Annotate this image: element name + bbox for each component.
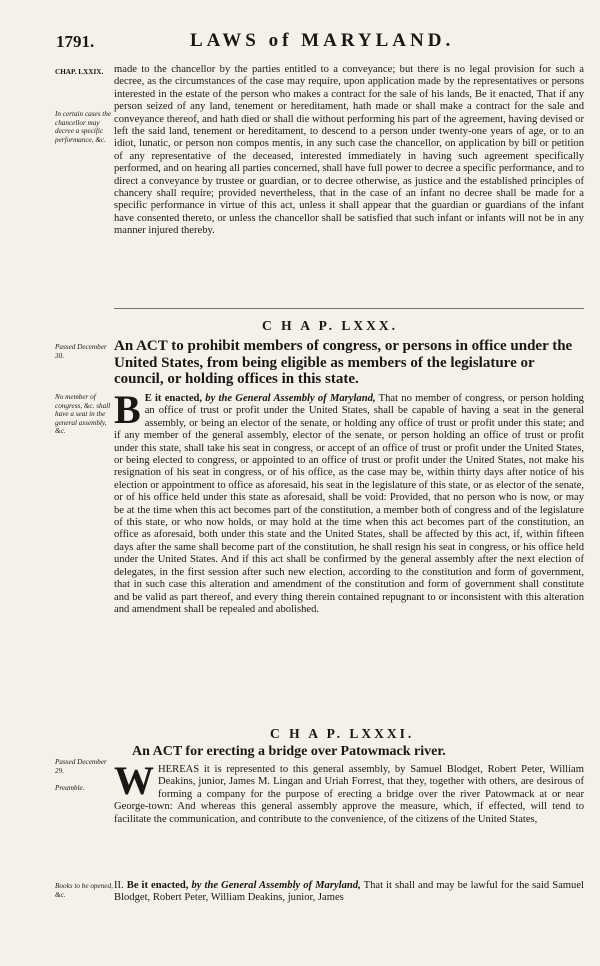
margin-note-decree: In certain cases the chancellor may decree a specific performance, &c. xyxy=(55,110,112,144)
chap81-heading: C H A P. LXXXI. xyxy=(270,726,415,741)
chap80-heading: C H A P. LXXX. xyxy=(262,318,399,333)
margin-note-preamble: Preamble. xyxy=(55,784,85,792)
chap81-section2: II. Be it enacted, by the General Assembly of Maryland, That it shall and may be lawful for the said Samuel Blodget, Robert Peter, William Deakins, junior, James xyxy=(114,880,584,904)
margin-note-passed-dec-29: Passed December 29. xyxy=(55,758,107,775)
divider xyxy=(114,308,584,309)
margin-note-books: Books to be opened, &c. xyxy=(55,882,113,899)
chap79-body: made to the chancellor by the parties entitled to a conveyance; but there is no legal provision for such a decree, as the circumstances of the case may require, upon application made by the representatives or persons interested in the estate of the person who makes a contract for the sale of his lands, Be it enacted, That if any person seized of any land, tenement or hereditament, hath made or shall make a contract for the sale and conveyance thereof, and hath died or shall die without performing his part of the agreement, having devised or left the said land, tenement or hereditament, to descend to a person under twenty-one years of age, or to an idiot, lunatic, or person non compos mentis, in any such case the chancellor, on application by bill or petition of any representative of the deceased, interested immediately in having such agreement specifically performed, and on hearing all parties concerned, shall have full power to decree a specific performance, and to direct a conveyance by trustee or guardian, or to decree otherwise, as justice and the established principles of chancery shall require; provided nevertheless, that in the case of an infant no decree shall be made for a specific performance in virtue of this act, unless it shall appear that the guardian or guardians of the infant have consented thereto, or unless the chancellor shall be satisfied that such infant or infants will not be in any manner injured thereby. xyxy=(114,64,584,237)
page-year: 1791. xyxy=(56,32,95,51)
dropcap-b: B xyxy=(114,387,141,432)
chap81-title: An ACT for erecting a bridge over Patowmack river. xyxy=(132,744,446,759)
margin-note-passed-dec-30: Passed December 30. xyxy=(55,343,107,360)
chap80-title: An ACT to prohibit members of congress, or persons in office under the United States, from being eligible as members of the legislature or council, or holding offices in this state. xyxy=(114,338,573,387)
page-title: LAWS of MARYLAND. xyxy=(190,30,455,51)
margin-chapter: CHAP. LXXIX. xyxy=(55,68,104,76)
chap80-body: B E it enacted, by the General Assembly of Maryland, That no member of congress, or person holding an office of trust or profit under the United States, shall be capable of having a seat in the general assembly, or being an elector of the senate, or holding any office of trust or profit under this state; and if any member of the general assembly, elector of the senate, or person holding an office of trust or profit under this state, shall take his seat in congress, or accept of an office of trust or profit under the United States, or being elected to congress, or appointed to an office of trust or profit under the United States, not make his resignation of his seat in congress, or of his office, as the case may be, within thirty days after notice of his election or appointment to office as aforesaid, his seat in the legislature of this state, or as elector of the senate, or of his office held under this state as aforesaid, shall be void: Provided, that no person who is now, or may be at the time when this act becomes part of the constitution, a member both of congress and of the legislature of this state, or who now holds, or may hold at the time when this act becomes part of the constitution, an office as aforesaid, both under this state and the United States, shall be affected by this act, if, within fifteen days after the same shall become part of the constitution, he shall resign his seat in congress, or his office held under the United States. And if this act shall be confirmed by the general assembly after the next election of delegates, in the first session after such new election, according to the constitution and form of government, that in such case this alteration and amendment of the constitution and form of government shall constitute and be valid as part thereof, and every thing therein contained repugnant to or inconsistent with this alteration and amendment shall be repealed and abolished. xyxy=(114,387,584,615)
margin-note-no-member: No member of congress, &c. shall have a seat in the general assembly, &c. xyxy=(55,393,111,436)
dropcap-w: W xyxy=(114,758,154,803)
chap81-preamble: WHEREAS it is represented to this general assembly, by Samuel Blodget, Robert Peter, William Deakins, junior, James M. Lingan and Uriah Forrest, that they, together with others, are desirous of forming a company for the purpose of erecting a bridge over the river Patowmack at or near George-town: And whereas this general assembly approve the measure, which, if effected, will tend to facilitate the communication, and contribute to the convenience, of the citizens of the United States, xyxy=(114,758,584,825)
